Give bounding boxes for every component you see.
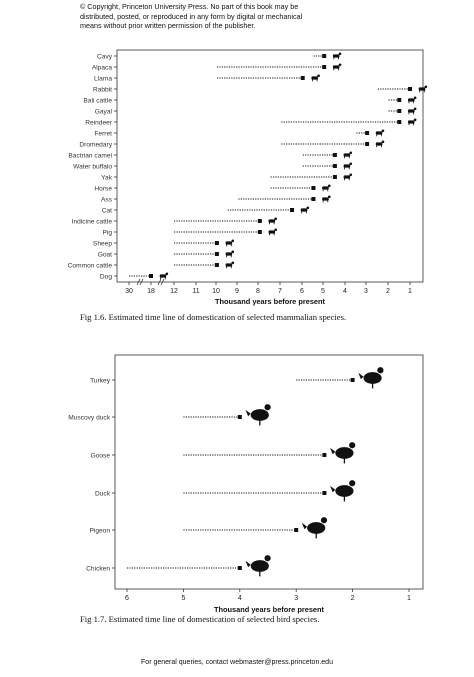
goose-icon-body bbox=[335, 447, 353, 459]
y-category-label: Alpaca bbox=[91, 64, 112, 72]
y-category-label: Sheep bbox=[92, 240, 112, 248]
chicken-icon bbox=[245, 555, 270, 576]
copyright-line-1: © Copyright, Princeton University Press. No part of this book may be bbox=[80, 2, 299, 11]
y-category-label: Pig bbox=[102, 229, 112, 237]
y-category-label: Horse bbox=[94, 185, 112, 193]
goose-icon-head bbox=[349, 442, 355, 448]
y-category-label: Llama bbox=[94, 75, 112, 83]
muscovy-duck-icon-body bbox=[251, 409, 269, 421]
range-end-marker bbox=[238, 415, 242, 419]
duck-icon-body bbox=[335, 485, 353, 497]
turkey-icon-tail bbox=[358, 373, 363, 380]
x-tick-label: 3 bbox=[364, 288, 368, 295]
x-tick-label: 6 bbox=[125, 595, 129, 602]
y-category-label: Goat bbox=[97, 251, 112, 259]
x-tick-label: 2 bbox=[386, 288, 390, 295]
x-tick-label: 8 bbox=[256, 288, 260, 295]
footer-contact: For general queries, contact webmaster@press.princeton.edu bbox=[141, 659, 333, 666]
y-category-label: Muscovy duck bbox=[68, 414, 110, 422]
range-end-marker bbox=[294, 528, 298, 532]
range-end-marker bbox=[238, 566, 242, 570]
range-end-marker bbox=[322, 453, 326, 457]
turkey-icon-body bbox=[364, 372, 382, 384]
x-tick-label: 7 bbox=[278, 288, 282, 295]
x-tick-label: 6 bbox=[300, 288, 304, 295]
range-end-marker bbox=[322, 491, 326, 495]
x-tick-label: 3 bbox=[294, 595, 299, 602]
muscovy-duck-icon bbox=[245, 404, 270, 425]
copyright-line-3: means without prior written permission of the publisher. bbox=[80, 21, 256, 31]
figure-1-6-caption: Fig 1.6. Estimated time line of domestication of selected mammalian species. bbox=[80, 312, 347, 322]
pigeon-icon-body bbox=[307, 522, 325, 534]
x-tick-label: 12 bbox=[170, 288, 178, 295]
y-category-label: Ferret bbox=[94, 130, 112, 138]
muscovy-duck-icon-tail bbox=[245, 410, 250, 417]
x-tick-label: 2 bbox=[350, 595, 355, 602]
duck-icon-tail bbox=[330, 486, 335, 493]
x-tick-label: 1 bbox=[407, 595, 411, 602]
chicken-icon-body bbox=[251, 560, 269, 572]
y-category-label: Bactrian camel bbox=[68, 152, 112, 160]
x-axis-title: Thousand years before present bbox=[213, 605, 325, 614]
muscovy-duck-icon-head bbox=[264, 404, 270, 410]
y-category-label: Cat bbox=[101, 207, 112, 215]
y-category-label: Yak bbox=[101, 174, 112, 182]
x-tick-label: 4 bbox=[237, 595, 242, 602]
y-category-label: Pigeon bbox=[89, 527, 110, 535]
y-category-label: Duck bbox=[94, 490, 110, 498]
y-category-label: Chicken bbox=[86, 565, 110, 573]
x-tick-label: 5 bbox=[321, 288, 325, 295]
chicken-icon-head bbox=[264, 555, 270, 561]
pigeon-icon bbox=[302, 517, 327, 538]
y-category-label: Rabbit bbox=[92, 86, 112, 94]
y-category-label: Reindeer bbox=[85, 119, 112, 127]
y-category-label: Ass bbox=[101, 196, 112, 204]
x-tick-label: 30 bbox=[125, 288, 133, 295]
duck-icon bbox=[330, 480, 355, 501]
y-category-label: Cavy bbox=[96, 53, 112, 61]
y-category-label: Common cattle bbox=[67, 262, 112, 270]
y-category-label: Goose bbox=[90, 452, 110, 460]
range-end-marker bbox=[351, 378, 355, 382]
duck-icon-head bbox=[349, 480, 355, 486]
goose-icon bbox=[330, 442, 355, 463]
goose-icon-tail bbox=[330, 448, 335, 455]
y-category-label: Indicine cattle bbox=[71, 218, 112, 226]
pigeon-icon-tail bbox=[302, 523, 307, 530]
x-tick-label: 5 bbox=[181, 595, 186, 602]
copyright-line-2: distributed, posted, or reproduced in any form by digital or mechanical bbox=[80, 11, 303, 21]
turkey-icon bbox=[358, 367, 383, 388]
y-category-label: Gayal bbox=[94, 108, 112, 116]
x-tick-label: 1 bbox=[408, 288, 412, 295]
plot-frame bbox=[115, 355, 423, 589]
chicken-icon-tail bbox=[245, 561, 250, 568]
x-tick-label: 11 bbox=[192, 288, 200, 295]
y-category-label: Dog bbox=[99, 273, 112, 281]
y-category-label: Turkey bbox=[90, 377, 110, 385]
y-category-label: Water buffalo bbox=[73, 163, 112, 171]
x-tick-label: 10 bbox=[212, 288, 220, 295]
pigeon-icon-head bbox=[321, 517, 327, 523]
y-category-label: Dromedary bbox=[79, 141, 112, 149]
x-tick-label: 4 bbox=[343, 288, 347, 295]
x-axis-title: Thousand years before present bbox=[214, 297, 326, 306]
figure-1-7-caption: Fig 1.7. Estimated time line of domestication of selected bird species. bbox=[80, 614, 320, 624]
x-tick-label: 9 bbox=[235, 288, 239, 295]
y-category-label: Bali cattle bbox=[83, 97, 112, 105]
x-tick-label: 18 bbox=[147, 288, 155, 295]
turkey-icon-head bbox=[377, 367, 383, 373]
